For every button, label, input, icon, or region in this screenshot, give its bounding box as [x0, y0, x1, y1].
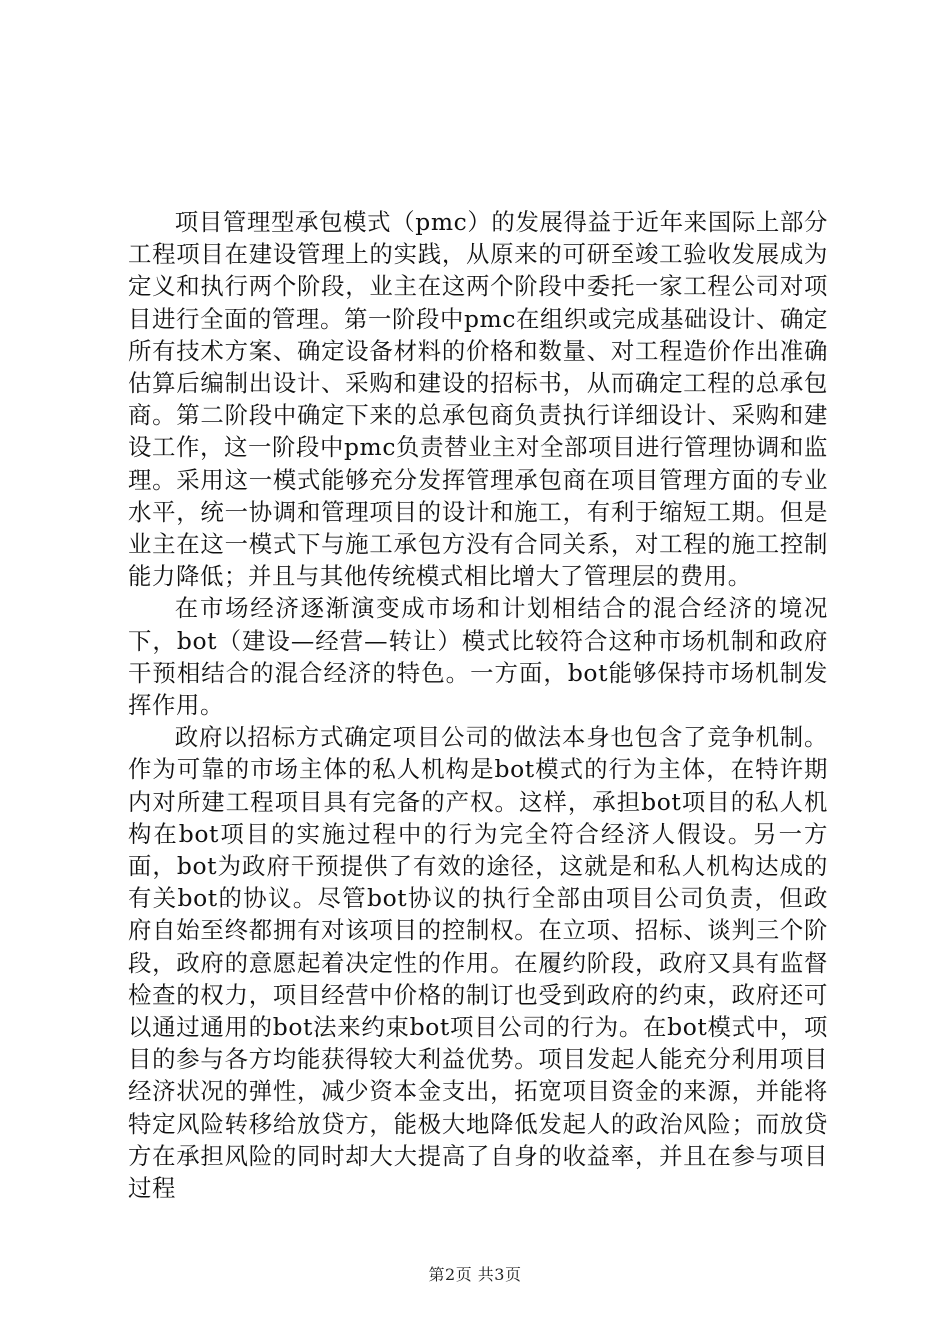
document-body: [128, 206, 828, 1204]
paragraph-pmc: 项目管理型承包模式（pmc）的发展得益于近年来国际上部分工程项目在建设管理上的实践，从原来的可研至竣工验收发展成为定义和执行两个阶段，业主在这两个阶段中委托一家工程公司对项目进行全面的管理。第一阶段中pmc在组织或完成基础设计、确定所有技术方案、确定设备材料的价格和数量、对工程造价作出准确估算后编制出设计、采购和建设的招标书，从而确定工程的总承包商。第二阶段中确定下来的总承包商负责执行详细设计、采购和建设工作，这一阶段中pmc负责替业主对全部项目进行管理协调和监理。采用这一模式能够充分发挥管理承包商在项目管理方面的专业水平，统一协调和管理项目的设计和施工，有利于缩短工期。但是业主在这一模式下与施工承包方没有合同关系，对工程的施工控制能力降低；并且与其他传统模式相比增大了管理层的费用。: [128, 208, 828, 591]
paragraph-bot-government: 政府以招标方式确定项目公司的做法本身也包含了竞争机制。作为可靠的市场主体的私人机构是bot模式的行为主体，在特许期内对所建工程项目具有完备的产权。这样，承担bot项目的私人机构在bot项目的实施过程中的行为完全符合经济人假设。另一方面，bot为政府干预提供了有效的途径，这就是和私人机构达成的有关bot的协议。尽管bot协议的执行全部由项目公司负责，但政府自始至终都拥有对该项目的控制权。在立项、招标、谈判三个阶段，政府的意愿起着决定性的作用。在履约阶段，政府又具有监督检查的权力，项目经营中价格的制订也受到政府的约束，政府还可以通过通用的bot法来约束bot项目公司的行为。在bot模式中，项目的参与各方均能获得较大利益优势。项目发起人能充分利用项目经济状况的弹性，减少资本金支出，拓宽项目资金的来源，并能将特定风险转移给放贷方，能极大地降低发起人的政治风险；而放贷方在承担风险的同时却大大提高了自身的收益率，并且在参与项目过程: [128, 723, 828, 1203]
page-number-footer: 第2页 共3页: [428, 1265, 522, 1284]
paragraph-bot-intro: 在市场经济逐渐演变成市场和计划相结合的混合经济的境况下，bot（建设—经营—转让）模式比较符合这种市场机制和政府干预相结合的混合经济的特色。一方面，bot能够保持市场机制发挥作用。: [128, 594, 828, 720]
